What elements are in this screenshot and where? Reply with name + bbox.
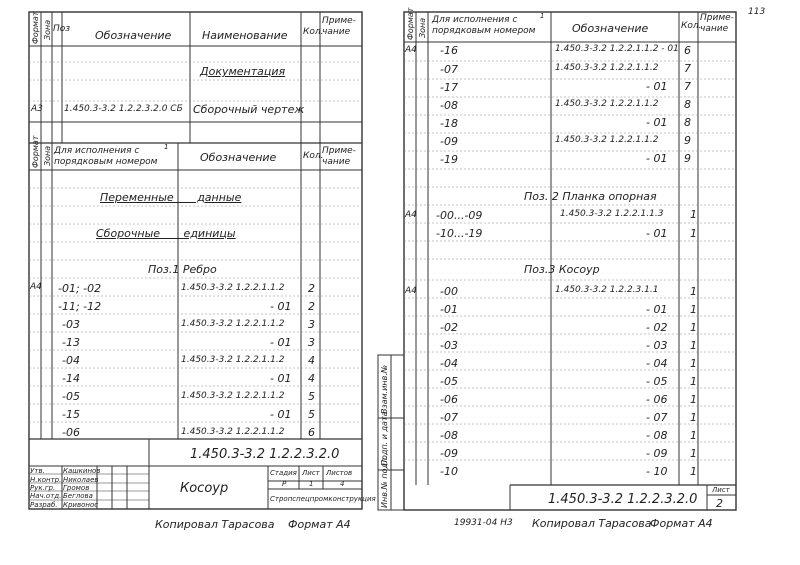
row-oboz: 1.450.3-3.2 1.2.2.1.1.2 - 01 bbox=[555, 44, 679, 54]
row-oboz: - 01 bbox=[646, 303, 668, 316]
row-isp: -06 bbox=[440, 393, 458, 406]
row-oboz: 1.450.3-3.2 1.2.2.1.1.2 bbox=[555, 63, 659, 73]
poz1-title: Поз.1 Ребро bbox=[148, 263, 217, 276]
row-isp: -01; -02 bbox=[58, 282, 102, 295]
row-isp: -01 bbox=[440, 303, 458, 316]
row-kol: 5 bbox=[308, 390, 315, 403]
row-isp: -03 bbox=[440, 339, 458, 352]
hdr-oboz: Обозначение bbox=[572, 22, 649, 35]
side-sign-label: Подп. и дата bbox=[380, 411, 389, 466]
row-kol: 9 bbox=[684, 152, 691, 165]
row-isp: -08 bbox=[440, 429, 458, 442]
hdr-prim: Приме- чание bbox=[322, 16, 356, 37]
footer-format: Формат А4 bbox=[650, 517, 713, 530]
row-oboz: 1.450.3-3.2 1.2.2.1.1.2 bbox=[181, 427, 285, 437]
side-replace-label: Взам.инв.№ bbox=[380, 364, 389, 414]
stamp-role: Разраб. bbox=[30, 501, 58, 509]
row-kol: 1 bbox=[690, 208, 697, 221]
row-isp: -08 bbox=[440, 99, 458, 112]
row-isp: -09 bbox=[440, 135, 458, 148]
hdr2-prim: Приме- чание bbox=[322, 146, 356, 167]
stamp-list: 1 bbox=[309, 480, 314, 488]
stamp-list: 2 bbox=[716, 497, 723, 510]
row-oboz: 1.450.3-3.2 1.2.2.1.1.2 bbox=[555, 99, 659, 109]
row-isp: -16 bbox=[440, 44, 458, 57]
stamp-role: Утв. bbox=[30, 467, 45, 475]
doc-oboz: 1.450.3-3.2 1.2.2.3.2.0 СБ bbox=[64, 104, 183, 114]
row-format: А4 bbox=[405, 286, 417, 296]
row-format: А4 bbox=[30, 282, 42, 292]
row-kol: 3 bbox=[308, 336, 315, 349]
row-isp: -04 bbox=[62, 354, 80, 367]
hdr2-format: Формат bbox=[31, 135, 40, 168]
row-oboz: - 01 bbox=[270, 372, 292, 385]
poz2-title: Поз. 2 Планка опорная bbox=[524, 190, 657, 203]
hdr-zona: Зона bbox=[418, 17, 427, 38]
stamp-org: Стропспецпромконструкция bbox=[270, 495, 376, 503]
row-isp: -00 bbox=[440, 285, 458, 298]
row-kol: 1 bbox=[690, 303, 697, 316]
row-kol: 8 bbox=[684, 98, 691, 111]
row-oboz: - 01 bbox=[646, 80, 668, 93]
row-oboz: 1.450.3-3.2 1.2.2.1.1.2 bbox=[555, 135, 659, 145]
stamp-person: Громов bbox=[63, 484, 90, 492]
doc-naim: Сборочный чертеж bbox=[193, 103, 305, 116]
row-kol: 6 bbox=[308, 426, 315, 439]
row-kol: 6 bbox=[684, 44, 691, 57]
row-kol: 4 bbox=[308, 354, 315, 367]
row-isp: -09 bbox=[440, 447, 458, 460]
row-oboz: - 10 bbox=[646, 465, 668, 478]
row-kol: 1 bbox=[690, 429, 697, 442]
stamp-role: Рук.гр. bbox=[30, 484, 56, 492]
stamp-person: Беглова bbox=[63, 492, 93, 500]
stamp-code: 1.450.3-3.2 1.2.2.3.2.0 bbox=[548, 492, 698, 507]
footer-copied: Копировал Тарасова bbox=[155, 518, 275, 531]
stamp-listov: 4 bbox=[340, 480, 345, 488]
hdr-kol: Кол. bbox=[681, 21, 702, 31]
row-oboz: - 01 bbox=[270, 300, 292, 313]
stamp-person: Николаев bbox=[63, 476, 99, 484]
row-kol: 1 bbox=[690, 321, 697, 334]
row-oboz: - 03 bbox=[646, 339, 668, 352]
hdr2-kol: Кол. bbox=[303, 151, 324, 161]
row-oboz: - 09 bbox=[646, 447, 668, 460]
variable-data-title: Переменные данные bbox=[100, 191, 242, 204]
stamp-list-label: Лист bbox=[712, 486, 730, 494]
row-oboz: - 01 bbox=[646, 116, 668, 129]
row-isp: -10 bbox=[440, 465, 458, 478]
row-oboz: - 07 bbox=[646, 411, 668, 424]
row-isp: -17 bbox=[440, 81, 458, 94]
row-oboz: 1.450.3-3.2 1.2.2.1.1.2 bbox=[181, 355, 285, 365]
hdr-kol: Кол. bbox=[303, 27, 324, 37]
footer-copied: Копировал Тарасова bbox=[532, 517, 652, 530]
row-oboz: - 01 bbox=[646, 227, 668, 240]
row-oboz: 1.450.3-3.2 1.2.2.1.1.2 bbox=[181, 391, 285, 401]
row-kol: 1 bbox=[690, 285, 697, 298]
row-isp: -02 bbox=[440, 321, 458, 334]
side-inv-label: Инв.№ подл. bbox=[380, 455, 389, 508]
row-format: А4 bbox=[405, 45, 417, 55]
row-kol: 7 bbox=[684, 80, 691, 93]
row-isp: -05 bbox=[440, 375, 458, 388]
row-isp: -03 bbox=[62, 318, 80, 331]
row-isp: -00...-09 bbox=[436, 209, 483, 222]
row-isp: -19 bbox=[440, 153, 458, 166]
hdr-format: Формат bbox=[406, 7, 415, 40]
hdr2-isp: Для исполнения с порядковым номером bbox=[54, 146, 158, 168]
stamp-code: 1.450.3-3.2 1.2.2.3.2.0 bbox=[190, 447, 340, 462]
row-oboz: 1.450.3-3.2 1.2.2.1.1.3 bbox=[560, 209, 664, 219]
hdr-isp: Для исполнения с порядковым номером bbox=[432, 15, 536, 37]
row-isp: -18 bbox=[440, 117, 458, 130]
stamp-list-label: Лист bbox=[302, 469, 320, 477]
hdr-naim: Наименование bbox=[202, 29, 288, 42]
row-kol: 1 bbox=[690, 227, 697, 240]
row-isp: -06 bbox=[62, 426, 80, 439]
row-isp: -07 bbox=[440, 411, 458, 424]
stamp-person: Кривонос bbox=[63, 501, 99, 509]
row-kol: 1 bbox=[690, 339, 697, 352]
footer-format: Формат А4 bbox=[288, 518, 351, 531]
hdr-zona: Зона bbox=[43, 19, 52, 40]
hdr2-oboz: Обозначение bbox=[200, 151, 277, 164]
hdr-format: Формат bbox=[31, 11, 40, 44]
row-oboz: - 05 bbox=[646, 375, 668, 388]
row-oboz: - 02 bbox=[646, 321, 668, 334]
stamp-stadia-label: Стадия bbox=[270, 469, 297, 477]
hdr-poz: Поз bbox=[53, 24, 71, 34]
row-isp: -15 bbox=[62, 408, 80, 421]
row-kol: 1 bbox=[690, 411, 697, 424]
row-isp: -05 bbox=[62, 390, 80, 403]
row-oboz: - 04 bbox=[646, 357, 668, 370]
row-oboz: - 06 bbox=[646, 393, 668, 406]
row-kol: 1 bbox=[690, 447, 697, 460]
row-oboz: - 01 bbox=[270, 408, 292, 421]
stamp-listov-label: Листов bbox=[326, 469, 353, 477]
hdr-oboz: Обозначение bbox=[95, 29, 172, 42]
row-isp: -13 bbox=[62, 336, 80, 349]
row-isp: -10...-19 bbox=[436, 227, 483, 240]
row-kol: 1 bbox=[690, 393, 697, 406]
row-oboz: 1.450.3-3.2 1.2.2.1.1.2 bbox=[181, 283, 285, 293]
row-kol: 5 bbox=[308, 408, 315, 421]
row-oboz: 1.450.3-3.2 1.2.2.3.1.1 bbox=[555, 285, 659, 295]
stamp-stadia: Р bbox=[282, 480, 287, 488]
doc-format: А3 bbox=[31, 104, 43, 114]
row-oboz: - 08 bbox=[646, 429, 668, 442]
row-oboz: 1.450.3-3.2 1.2.2.1.1.2 bbox=[181, 319, 285, 329]
row-isp: -11; -12 bbox=[58, 300, 102, 313]
row-format: А4 bbox=[405, 210, 417, 220]
row-kol: 9 bbox=[684, 134, 691, 147]
row-kol: 2 bbox=[308, 282, 315, 295]
row-kol: 3 bbox=[308, 318, 315, 331]
row-kol: 1 bbox=[690, 465, 697, 478]
hdr-isp-note: 1 bbox=[540, 12, 545, 20]
row-isp: -14 bbox=[62, 372, 80, 385]
hdr2-isp-note: 1 bbox=[164, 143, 169, 151]
row-isp: -07 bbox=[440, 63, 458, 76]
hdr2-zona: Зона bbox=[43, 145, 52, 166]
row-oboz: - 01 bbox=[646, 152, 668, 165]
row-kol: 1 bbox=[690, 375, 697, 388]
poz3-title: Поз.3 Косоур bbox=[524, 263, 600, 276]
doc-section-title: Документация bbox=[200, 65, 286, 78]
stamp-role: Н.контр. bbox=[30, 476, 62, 484]
stamp-role: Нач.отд. bbox=[30, 492, 62, 500]
row-kol: 8 bbox=[684, 116, 691, 129]
row-kol: 2 bbox=[308, 300, 315, 313]
stamp-person: Кашкинов bbox=[63, 467, 101, 475]
footer-num: 19931-04 Н3 bbox=[454, 518, 513, 528]
stamp-name: Косоур bbox=[180, 481, 229, 496]
assembly-units-title: Сборочные единицы bbox=[96, 227, 236, 240]
row-kol: 4 bbox=[308, 372, 315, 385]
page-number: 113 bbox=[748, 7, 766, 17]
hdr-prim: Приме- чание bbox=[700, 13, 734, 34]
row-kol: 7 bbox=[684, 62, 691, 75]
row-kol: 1 bbox=[690, 357, 697, 370]
row-isp: -04 bbox=[440, 357, 458, 370]
row-oboz: - 01 bbox=[270, 336, 292, 349]
